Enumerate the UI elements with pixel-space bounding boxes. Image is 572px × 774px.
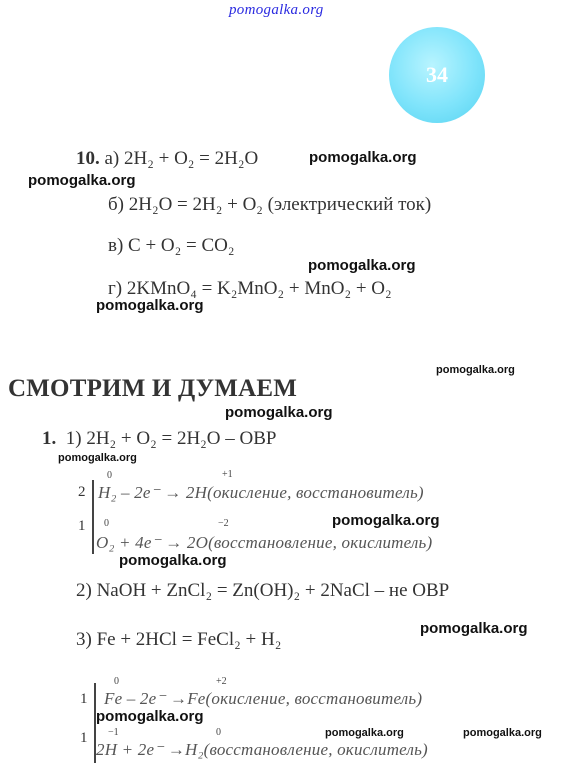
half1-left: H₂ – 2e⁻ → 2	[98, 483, 195, 502]
half3-ox-left: 0	[114, 676, 119, 687]
half2-left: O₂ + 4e⁻ → 2	[96, 533, 196, 552]
watermark: pomogalka.org	[463, 727, 542, 739]
task10-equation-v: в) C + O₂ = CO₂	[108, 235, 235, 256]
half2-ox-right: −2	[218, 518, 229, 529]
half4-element: H₂	[185, 740, 204, 759]
half4-ox-left: −1	[108, 727, 119, 738]
page-number: 34	[426, 62, 448, 87]
watermark: pomogalka.org	[119, 552, 227, 569]
half4-ox-right: 0	[216, 727, 221, 738]
balance-bracket-1	[92, 480, 94, 554]
half1-coefficient: 2	[78, 484, 86, 500]
task1-equation-2: 2) NaOH + ZnCl₂ = Zn(OH)₂ + 2NaCl – не ОВР	[76, 580, 450, 601]
half1-element: H	[194, 483, 208, 502]
half1-ox-left: 0	[107, 470, 112, 481]
half2-note: (восстановление, окислитель)	[208, 533, 433, 552]
task10-line-a	[76, 148, 258, 170]
section-heading: СМОТРИМ И ДУМАЕМ	[8, 375, 298, 402]
half4-coefficient: 1	[80, 730, 88, 746]
half3-note: (окисление, восстановитель)	[205, 689, 423, 708]
watermark: pomogalka.org	[96, 297, 204, 314]
task10-number: 10.	[76, 148, 100, 169]
half4-left: 2H + 2e⁻ →	[96, 740, 186, 759]
watermark: pomogalka.org	[308, 257, 416, 274]
task10-equation-g: г) 2KMnO₄ = K₂MnO₂ + MnO₂ + O₂	[108, 278, 392, 299]
task1-number: 1.	[42, 428, 57, 449]
watermark: pomogalka.org	[28, 172, 136, 189]
watermark: pomogalka.org	[58, 452, 137, 464]
page-number-badge	[389, 27, 485, 123]
task1-equation-3: 3) Fe + 2HCl = FeCl₂ + H₂	[76, 629, 282, 650]
half4-note: (восстановление, окислитель)	[203, 740, 428, 759]
half2-reaction	[96, 533, 432, 553]
half2-ox-left: 0	[104, 518, 109, 529]
half2-element: O	[195, 533, 209, 552]
half3-left: Fe – 2e⁻ →	[104, 689, 188, 708]
half3-coefficient: 1	[80, 691, 88, 707]
half1-reaction	[98, 483, 424, 503]
task10-equation-a: а) 2H₂ + O₂ = 2H₂O	[104, 148, 259, 169]
half1-note: (окисление, восстановитель)	[207, 483, 424, 502]
watermark: pomogalka.org	[332, 512, 440, 529]
task1-equation-1: 1) 2H₂ + O₂ = 2H₂O – ОВР	[65, 428, 277, 449]
watermark: pomogalka.org	[96, 708, 204, 725]
watermark: pomogalka.org	[436, 364, 515, 376]
watermark: pomogalka.org	[325, 727, 404, 739]
half4-reaction	[96, 740, 428, 760]
half3-element: Fe	[187, 689, 206, 708]
watermark-top: pomogalka.org	[229, 2, 324, 18]
half1-ox-right: +1	[222, 469, 233, 480]
half3-ox-right: +2	[216, 676, 227, 687]
watermark: pomogalka.org	[309, 149, 417, 166]
watermark: pomogalka.org	[420, 620, 528, 637]
half3-reaction	[104, 689, 422, 709]
task10-equation-b: б) 2H₂O = 2H₂ + O₂ (электрический ток)	[108, 194, 432, 215]
task1-line-1	[42, 428, 276, 450]
half2-coefficient: 1	[78, 518, 86, 534]
watermark: pomogalka.org	[225, 404, 333, 421]
